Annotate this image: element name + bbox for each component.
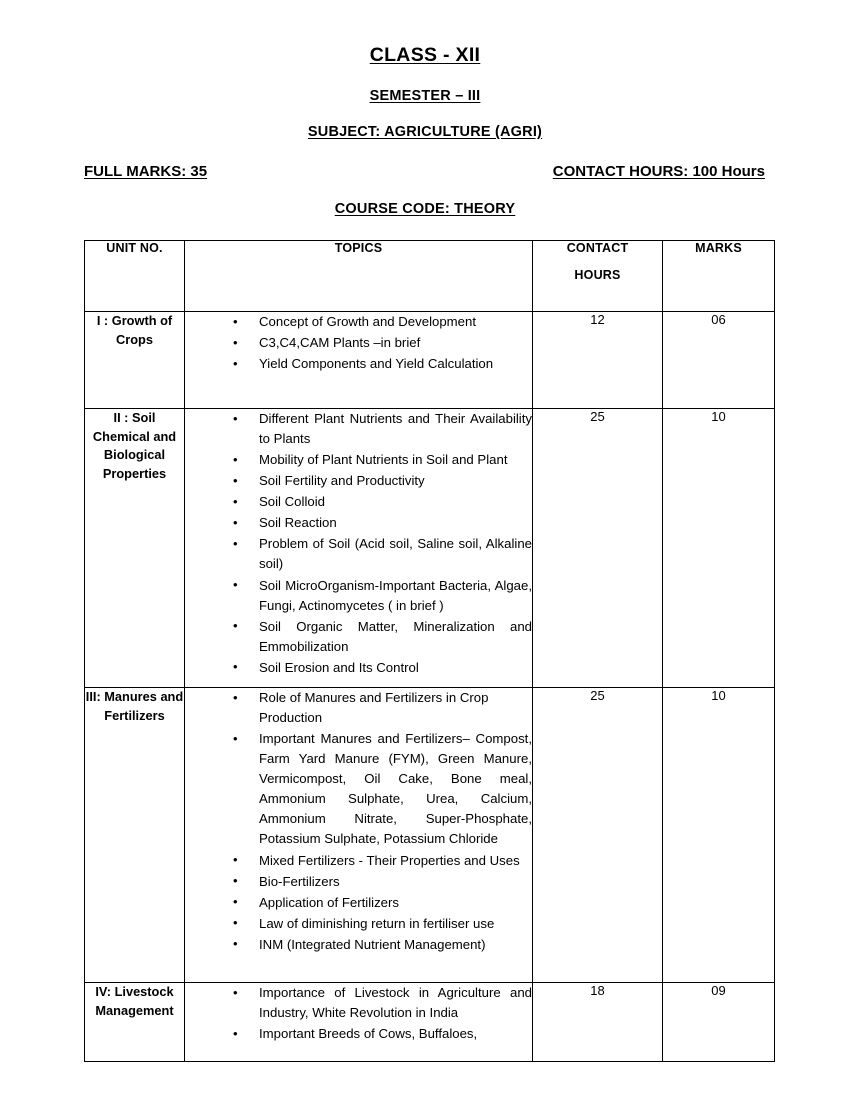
marks-cell: 06 [663, 312, 775, 409]
list-item: • Role of Manures and Fertilizers in Crop Production [229, 688, 532, 728]
topics-list [185, 409, 532, 678]
list-item: • Problem of Soil (Acid soil, Saline soil, Alkaline soil) [229, 534, 532, 574]
subject-line [0, 125, 850, 140]
list-item: • Law of diminishing return in fertiliser use [229, 914, 532, 934]
full-marks-text: FULL MARKS: 35 [84, 162, 208, 180]
semester-line [0, 89, 850, 104]
list-item: • Important Manures and Fertilizers– Compost, Farm Yard Manure (FYM), Green Manure, Vermicompost, Oil Cake, Bone meal, Ammonium Sulphate, Urea, Calcium, Ammonium Nitrate, Super-Phosphate, Potassium Sulphate, Potassium Chloride [229, 729, 532, 849]
topics-cell [185, 983, 533, 1062]
topics-list [185, 983, 532, 1044]
unit-name-cell: III: Manures and Fertilizers [85, 688, 185, 983]
list-item: • Mobility of Plant Nutrients in Soil and Plant [229, 450, 532, 470]
list-item: • Soil Erosion and Its Control [229, 658, 532, 678]
syllabus-table [84, 240, 775, 1062]
list-item: • Soil Organic Matter, Mineralization and Emmobilization [229, 617, 532, 657]
list-item: • Bio-Fertilizers [229, 872, 532, 892]
marks-cell: 09 [663, 983, 775, 1062]
list-item: • Soil Colloid [229, 492, 532, 512]
topics-cell [185, 312, 533, 409]
list-item: • INM (Integrated Nutrient Management) [229, 935, 532, 955]
list-item: • Mixed Fertilizers - Their Properties and Uses [229, 851, 532, 871]
table-header-row [85, 241, 775, 312]
marks-cell: 10 [663, 688, 775, 983]
topics-list [185, 688, 532, 955]
list-item: • Importance of Livestock in Agriculture and Industry, White Revolution in India [229, 983, 532, 1023]
subject-text: SUBJECT: AGRICULTURE (AGRI) [307, 124, 543, 140]
list-item: • Soil Reaction [229, 513, 532, 533]
column-header-contact-hours [533, 241, 663, 312]
column-header-marks: MARKS [663, 241, 775, 312]
contact-hours-cell: 12 [533, 312, 663, 409]
unit-name-cell: IV: Livestock Management [85, 983, 185, 1062]
topics-list [185, 312, 532, 374]
list-item: • Soil Fertility and Productivity [229, 471, 532, 491]
contact-hours-cell: 25 [533, 688, 663, 983]
column-header-topics: TOPICS [185, 241, 533, 312]
semester-text: SEMESTER – III [369, 87, 481, 104]
contact-hours-cell: 25 [533, 409, 663, 688]
unit-name-cell: II : Soil Chemical and Biological Properties [85, 409, 185, 688]
contact-hours-header-line2: HOURS [574, 268, 621, 282]
table-body [85, 312, 775, 1062]
contact-hours-header-line1: CONTACT [566, 241, 629, 255]
list-item: • Application of Fertilizers [229, 893, 532, 913]
list-item: • Yield Components and Yield Calculation [229, 354, 532, 374]
marks-cell: 10 [663, 409, 775, 688]
topics-cell [185, 688, 533, 983]
topics-cell [185, 409, 533, 688]
contact-hours-cell: 18 [533, 983, 663, 1062]
list-item: • C3,C4,CAM Plants –in brief [229, 333, 532, 353]
list-item: • Soil MicroOrganism-Important Bacteria, Algae, Fungi, Actinomycetes ( in brief ) [229, 576, 532, 616]
marks-hours-row [0, 163, 850, 180]
course-code-line [0, 202, 850, 217]
list-item: • Important Breeds of Cows, Buffaloes, [229, 1024, 532, 1044]
list-item: • Different Plant Nutrients and Their Availability to Plants [229, 409, 532, 449]
syllabus-table-container [0, 240, 850, 1062]
contact-hours-text: CONTACT HOURS: 100 Hours [552, 162, 765, 180]
table-row [85, 409, 775, 688]
table-row [85, 688, 775, 983]
page-title [0, 46, 850, 66]
table-row [85, 312, 775, 409]
class-title-text: CLASS - XII [369, 44, 481, 66]
course-code-text: COURSE CODE: THEORY [334, 200, 516, 217]
unit-name-cell: I : Growth of Crops [85, 312, 185, 409]
column-header-unit-no: UNIT NO. [85, 241, 185, 312]
document-header [0, 0, 850, 216]
table-row [85, 983, 775, 1062]
table-head [85, 241, 775, 312]
list-item: • Concept of Growth and Development [229, 312, 532, 332]
